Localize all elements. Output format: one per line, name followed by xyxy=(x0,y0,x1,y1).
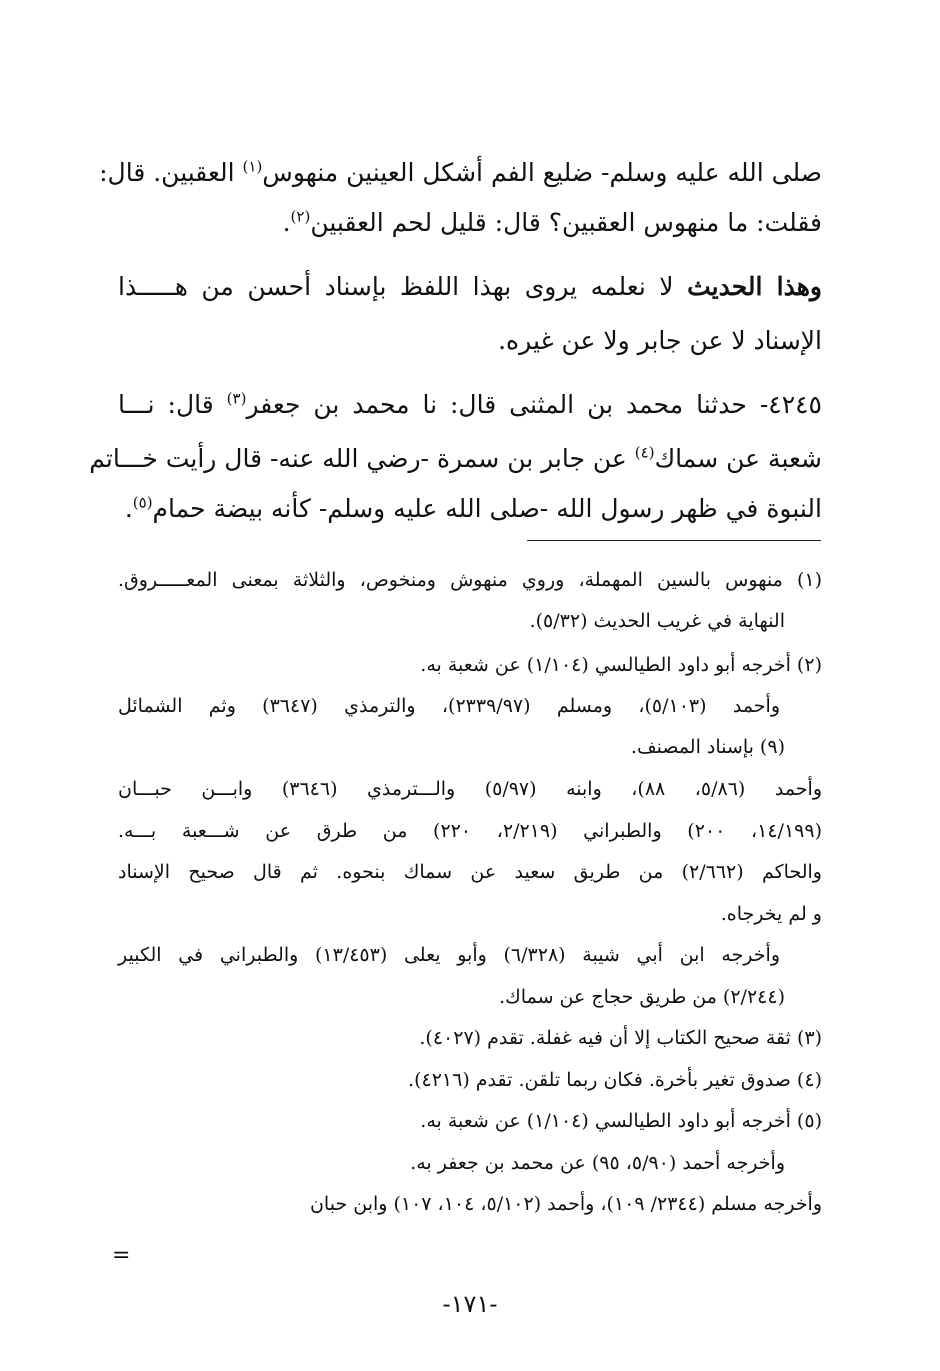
footnote-5-line-2: وأخرجه أحمد (٥/٩٠، ٩٥) عن محمد بن جعفر به. xyxy=(410,1152,785,1174)
body-text: العقبين. قال: xyxy=(99,158,243,187)
body-line-7 xyxy=(118,492,822,528)
body-line-3 xyxy=(118,270,822,306)
body-line-2 xyxy=(118,206,822,242)
footnote-ref-3[interactable]: (٣) xyxy=(226,389,247,408)
footnote-ref-2[interactable]: (٢) xyxy=(290,207,311,226)
footnote-4: (٤) صدوق تغير بأخرة. فكان ربما تلقن. تقدم (٤٢١٦). xyxy=(408,1069,822,1091)
page-number: -١٧١- xyxy=(442,1290,498,1318)
body-text: شعبة عن سماك xyxy=(654,444,822,473)
footnote-ref-5[interactable]: (٥) xyxy=(132,493,153,512)
body-line-6 xyxy=(89,442,822,478)
footnote-2-line-7: و لم يخرجاه. xyxy=(720,903,822,925)
footnote-ref-1[interactable]: (١) xyxy=(242,157,263,176)
body-text: الإسناد لا عن جابر ولا عن غيره. xyxy=(498,326,822,355)
body-text: ٤٢٤٥- حدثنا محمد بن المثنى قال: نا محمد بن جعفر xyxy=(246,390,822,419)
footnote-separator xyxy=(527,540,821,541)
body-text: عن جابر بن سمرة -رضي الله عنه- قال رأيت خـــاتم xyxy=(89,444,635,473)
footnote-3: (٣) ثقة صحيح الكتاب إلا أن فيه غفلة. تقدم (٤٠٢٧). xyxy=(419,1027,822,1049)
body-text: قال: نـــا xyxy=(118,390,227,419)
body-text: . xyxy=(282,208,291,237)
footnote-2-line-9: (٢/٢٤٤) من طريق حجاج عن سماك. xyxy=(499,986,785,1008)
body-line-4 xyxy=(118,324,822,360)
footnote-5-line-1: (٥) أخرجه أبو داود الطيالسي (١/١٠٤) عن شعبة به. xyxy=(420,1110,822,1132)
footnote-2-line-3: (٩) بإسناد المصنف. xyxy=(630,736,785,758)
body-text: لا نعلمه يروى بهذا اللفظ بإسناد أحسن من هـــــذا xyxy=(118,272,688,301)
footnote-2-line-6: والحاكم (٢/٦٦٢) من طريق سعيد عن سماك بنحوه. ثم قال صحيح الإسناد xyxy=(118,861,822,883)
footnote-2-line-4: وأحمد (٥/٨٦، ٨٨)، وابنه (٥/٩٧) والـــترمذي (٣٦٤٦) وابـــن حبـــان xyxy=(118,778,823,800)
footnote-1-line-2: النهاية في غريب الحديث (٥/٣٢). xyxy=(529,610,785,632)
footnote-2-line-5: (١٤/١٩٩، ٢٠٠) والطبراني (٢/٢١٩، ٢٢٠) من طرق عن شـــعبة بـــه. xyxy=(118,820,822,842)
footnote-ref-4[interactable]: (٤) xyxy=(634,443,655,462)
body-line-1 xyxy=(99,156,822,192)
body-text: . xyxy=(124,494,133,523)
body-line-5 xyxy=(118,388,822,424)
body-text: صلى الله عليه وسلم- ضليع الفم أشكل العينين منهوس xyxy=(262,158,822,187)
footnote-continuation-mark: = xyxy=(112,1243,131,1268)
body-text: النبوة في ظهر رسول الله -صلى الله عليه وسلم- كأنه بيضة حمام xyxy=(152,494,822,523)
footnote-2-line-8: وأخرجه ابن أبي شيبة (٦/٣٢٨) وأبو يعلى (١٣/٤٥٣) والطبراني في الكبير xyxy=(118,944,780,966)
footnote-2-line-1: (٢) أخرجه أبو داود الطيالسي (١/١٠٤) عن شعبة به. xyxy=(420,654,822,676)
footnote-1-line-1: (١) منهوس بالسين المهملة، وروي منهوش ومنخوص، والثلاثة بمعنى المعـــــروق. xyxy=(118,569,822,591)
body-text: فقلت: ما منهوس العقبين؟ قال: قليل لحم العقبين xyxy=(310,208,822,237)
footnote-5-line-3: وأخرجه مسلم (٢٣٤٤/ ١٠٩)، وأحمد (٥/١٠٢، ١٠٤، ١٠٧) وابن حبان xyxy=(309,1193,822,1215)
bold-lead-phrase: وهذا الحديث xyxy=(687,272,823,301)
footnote-2-line-2: وأحمد (٥/١٠٣)، ومسلم (٢٣٣٩/٩٧)، والترمذي (٣٦٤٧) وثم الشمائل xyxy=(118,695,781,717)
